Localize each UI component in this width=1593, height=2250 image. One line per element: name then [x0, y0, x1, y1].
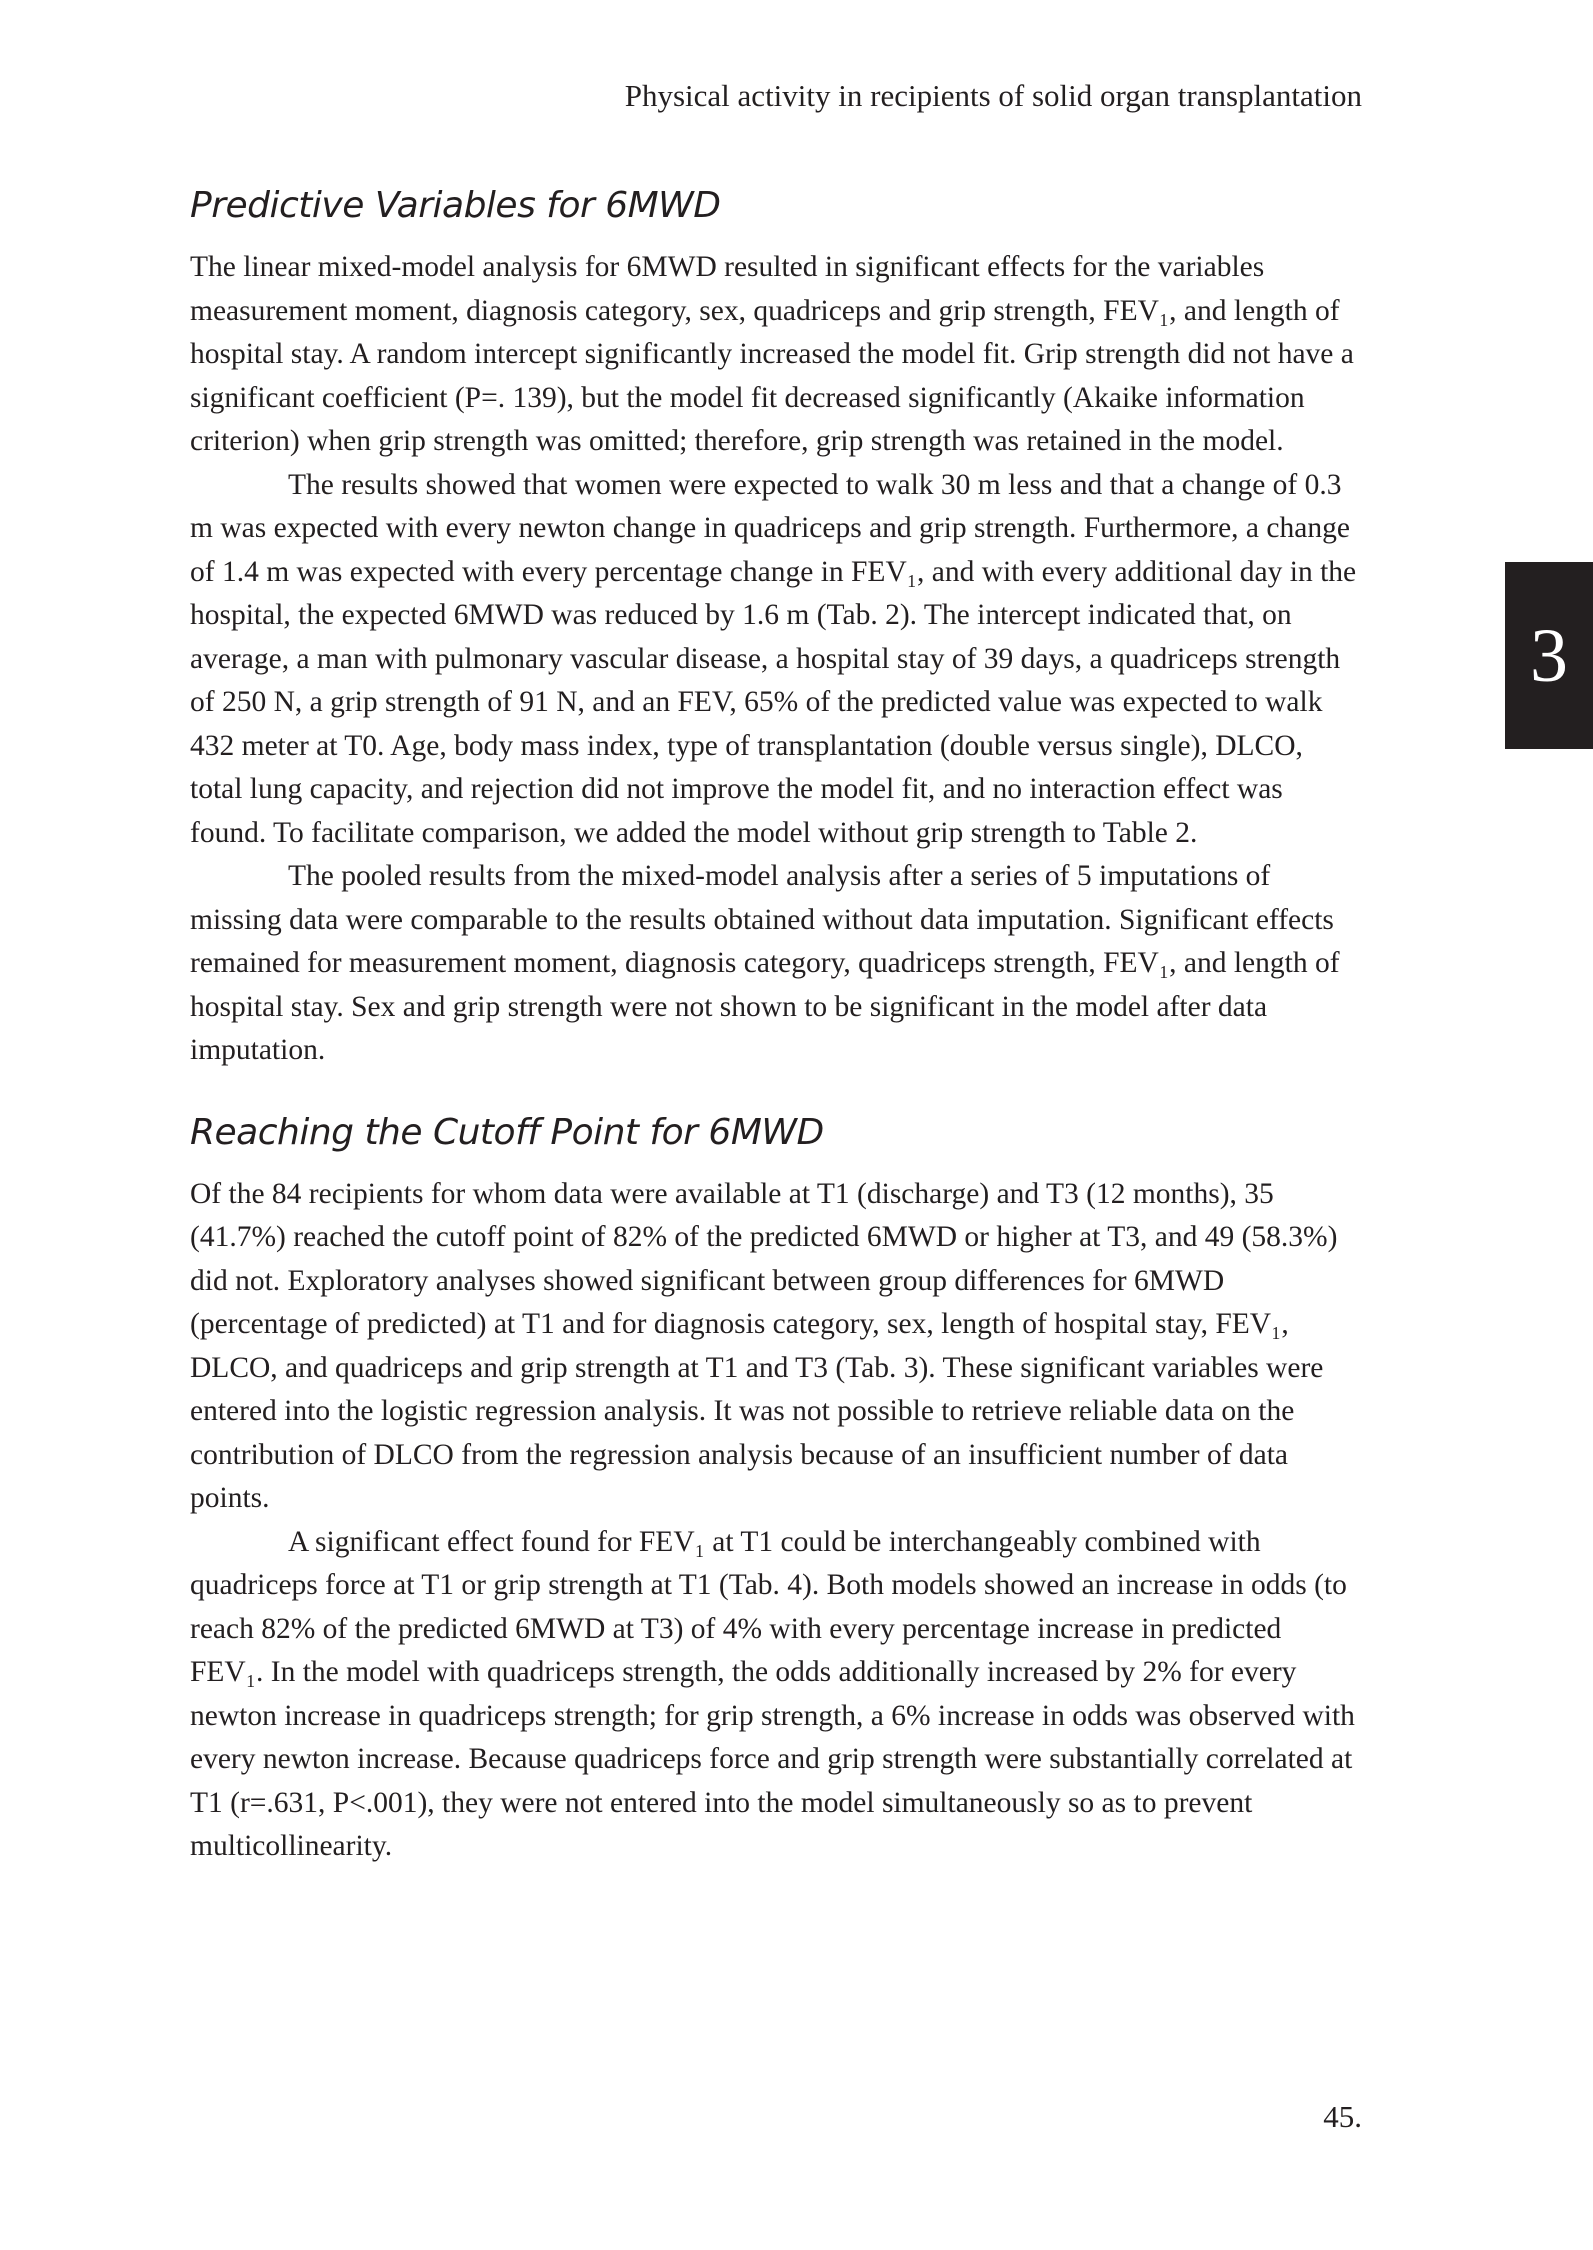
section-predictive-variables [190, 180, 1362, 1073]
section-cutoff-point [190, 1107, 1362, 1869]
paragraph: The pooled results from the mixed-model analysis after a series of 5 imputations of missing data were comparable to the results obtained without data imputation. Significant effects remained for measurement moment, diagnosis category, quadriceps strength, FEV₁, and length of hospital stay. Sex and grip strength were not shown to be significant in the model after data imputation. [190, 860, 1340, 1066]
running-head: Physical activity in recipients of solid organ transplantation [624, 78, 1362, 113]
section-heading: Reaching the Cutoff Point for 6MWD [190, 1111, 824, 1153]
page-number: 45. [1323, 2099, 1362, 2134]
paragraph: Of the 84 recipients for whom data were available at T1 (discharge) and T3 (12 months), 35 (41.7%) reached the cutoff point of 82% of the predicted 6MWD or higher at T3, and 49 (58.3%) did not. Exploratory analyses showed significant between group differences for 6MWD (percentage of predicted) at T1 and for diagnosis category, sex, length of hospital stay, FEV₁, DLCO, and quadriceps and grip strength at T1 and T3 (Tab. 3). These significant variables were entered into the logistic regression analysis. It was not possible to retrieve reliable data on the contribution of DLCO from the regression analysis because of an insufficient number of data points. [190, 1177, 1338, 1514]
paragraph: A significant effect found for FEV₁ at T1 could be interchangeably combined with quadriceps force at T1 or grip strength at T1 (Tab. 4). Both models showed an increase in odds (to reach 82% of the predicted 6MWD at T3) of 4% with every percentage increase in predicted FEV₁. In the model with quadriceps strength, the odds additionally increased by 2% for every newton increase in quadriceps strength; for grip strength, a 6% increase in odds was observed with every newton increase. Because quadriceps force and grip strength were substantially correlated at T1 (r=.631, P<.001), they were not entered into the model simultaneously so as to prevent multicollinearity. [190, 1525, 1355, 1862]
chapter-tab: 3 [1505, 562, 1593, 749]
paragraph: The linear mixed-model analysis for 6MWD resulted in significant effects for the variables measurement moment, diagnosis category, sex, quadriceps and grip strength, FEV₁, and length of hospital stay. A random intercept significantly increased the model fit. Grip strength did not have a significant coefficient (P=. 139), but the model fit decreased significantly (Akaike information criterion) when grip strength was omitted; therefore, grip strength was retained in the model. [190, 251, 1354, 457]
section-spacer [190, 1073, 1362, 1107]
main-content [190, 180, 1362, 1869]
section-heading: Predictive Variables for 6MWD [190, 185, 721, 226]
paragraph: The results showed that women were expected to walk 30 m less and that a change of 0.3 m was expected with every newton change in quadriceps and grip strength. Furthermore, a change of 1.4 m was expected with every percentage change in FEV₁, and with every additional day in the hospital, the expected 6MWD was reduced by 1.6 m (Tab. 2). The intercept indicated that, on average, a man with pulmonary vascular disease, a hospital stay of 39 days, a quadriceps strength of 250 N, a grip strength of 91 N, and an FEV, 65% of the predicted value was expected to walk 432 meter at T0. Age, body mass index, type of transplantation (double versus single), DLCO, total lung capacity, and rejection did not improve the model fit, and no interaction effect was found. To facilitate comparison, we added the model without grip strength to Table 2. [190, 468, 1357, 849]
